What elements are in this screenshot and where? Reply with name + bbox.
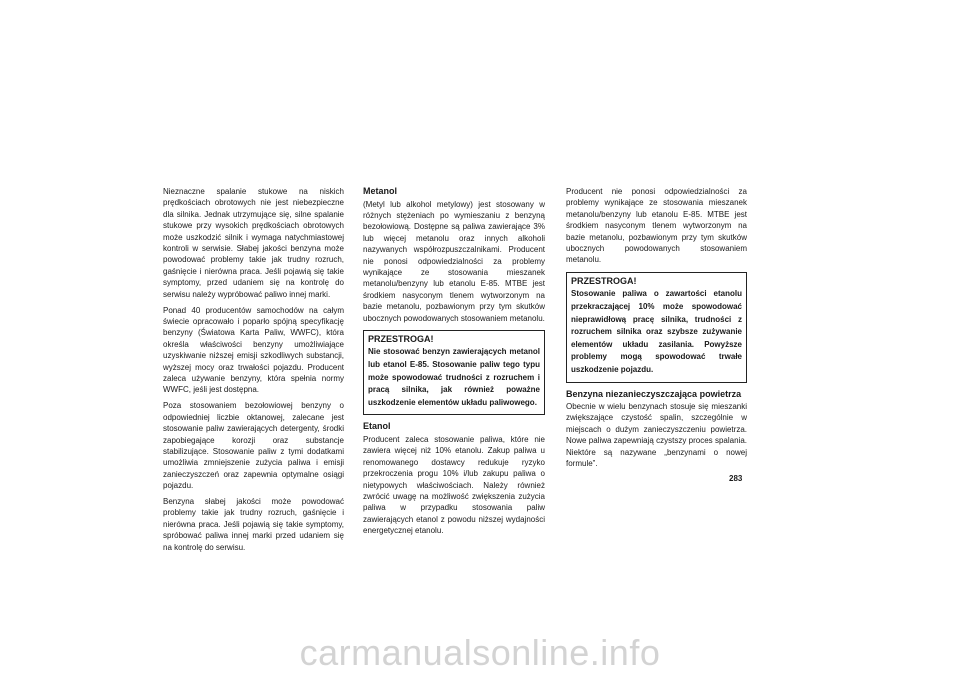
caution-text: Stosowanie paliwa o zawartości etanolu przekraczającej 10% może spowodować nieprawidłową pracę silnika, trudności z rozruchem silnika oraz szybsze zużywanie elementów układu zasilania. Powyższe problemy mogą spowodować trwałe uszkodzenie pojazdu. xyxy=(571,289,742,374)
caution-title: PRZESTROGA! xyxy=(368,333,434,344)
text-column-3 xyxy=(566,186,747,474)
heading-clean-air-gasoline: Benzyna niezanieczyszczająca powietrza xyxy=(566,388,742,399)
text-column-1 xyxy=(163,186,344,558)
heading-methanol: Metanol xyxy=(363,186,398,196)
caution-text: Nie stosować benzyn zawierających metanol lub etanol E-85. Stosowanie paliw tego typu może spowodować trudności z rozruchem i pracą silnika, jak również poważne uszkodzenie elementów układu paliwowego. xyxy=(368,347,540,407)
paragraph-responsibility: Producent nie ponosi odpowiedzialności za problemy wynikające ze stosowania mieszanek metanolu/benzyny lub etanolu E-85. MTBE jest środkiem nasyconym tlenem wytworzonym na bazie metanolu, pozbawionym przy tym skutków ubocznych powodowanych stosowaniem metanolu. xyxy=(566,187,747,265)
paragraph-poor-quality: Benzyna słabej jakości może powodować problemy takie jak trudny rozruch, gaśnięcie i nierówna praca. Jeśli pojawią się takie symptomy, spróbować paliwa innej marki przed udaniem się na kontrolę do serwisu. xyxy=(163,497,344,552)
heading-ethanol: Etanol xyxy=(363,421,391,432)
paragraph-wwfc: Ponad 40 producentów samochodów na całym świecie opracowało i poparło spójną specyfikację benzyny (Światowa Karta Paliw, WWFC), która określa właściwości benzyny umożliwiające uzyskiwanie niższej emisji szkodliwych substancji, wyższej mocy oraz trwałości pojazdu. Producent zaleca używanie benzyny, która spełnia normy WWFC, jeśli jest dostępna. xyxy=(163,305,344,395)
text-column-2 xyxy=(363,186,545,541)
caution-box-methanol xyxy=(363,330,545,415)
caution-box-ethanol xyxy=(566,272,747,383)
page-number: 283 xyxy=(729,474,743,483)
paragraph-ethanol: Producent zaleca stosowanie paliwa, które nie zawiera więcej niż 10% etanolu. Zakup paliwa u renomowanego dostawcy redukuje ryzyko przekroczenia progu 10% i/lub zakupu paliwa o nietypowych właściwościach. Należy również zwrócić uwagę na możliwość zwiększenia zużycia paliwa w przypadku stosowania paliw zawierających etanol z powodu niższej wydajności energetycznej etanolu. xyxy=(363,434,545,536)
paragraph-clean-air: Obecnie w wielu benzynach stosuje się mieszanki zwiększające czystość spalin, szczególnie w miejscach o dużym zanieczyszczeniu powietrza. Nowe paliwa zapewniają czystszy proces spalania. Niektóre są nazywane „benzynami o nowej formule”. xyxy=(566,402,747,469)
paragraph-knock: Nieznaczne spalanie stukowe na niskich prędkościach obrotowych nie jest niebezpieczne dla silnika. Jednak utrzymujące się, silne spalanie stukowe przy wysokich prędkościach obrotowych może uszkodzić silnik i wymaga natychmiastowej kontroli w serwisie. Słabej jakości benzyna może powodować problemy takie jak trudny rozruch, gaśnięcie i nierówna praca. Jeśli pojawią się takie symptomy, przed udaniem się na kontrolę do serwisu należy wypróbować paliwo innej marki. xyxy=(163,187,344,299)
paragraph-additives: Poza stosowaniem bezołowiowej benzyny o odpowiedniej liczbie oktanowej, zalecane jest stosowanie paliw zawierających detergenty, środki zapobiegające korozji oraz substancje stabilizujące. Stosowanie paliw z tymi dodatkami umożliwia zmniejszenie zużycia paliwa i emisji zanieczyszczeń oraz zapewnia optymalne osiągi pojazdu. xyxy=(163,401,344,491)
paragraph-methanol: (Metyl lub alkohol metylowy) jest stosowany w różnych stężeniach po wymieszaniu z benzyną bezołowiową. Dostępne są paliwa zawierające 3% lub więcej metanolu oraz innych alkoholi nazywanych współrozpuszczalnikami. Producent nie ponosi odpowiedzialności za problemy wynikające ze stosowania mieszanek metanolu/benzyny lub etanolu E-85. MTBE jest środkiem nasyconym tlenem wytworzonym na bazie metanolu, pozbawionym przy tym skutków ubocznych powodowanych stosowaniem metanolu. xyxy=(363,199,545,323)
watermark-text: carmanualsonline.info xyxy=(299,632,661,673)
caution-title: PRZESTROGA! xyxy=(571,275,637,286)
